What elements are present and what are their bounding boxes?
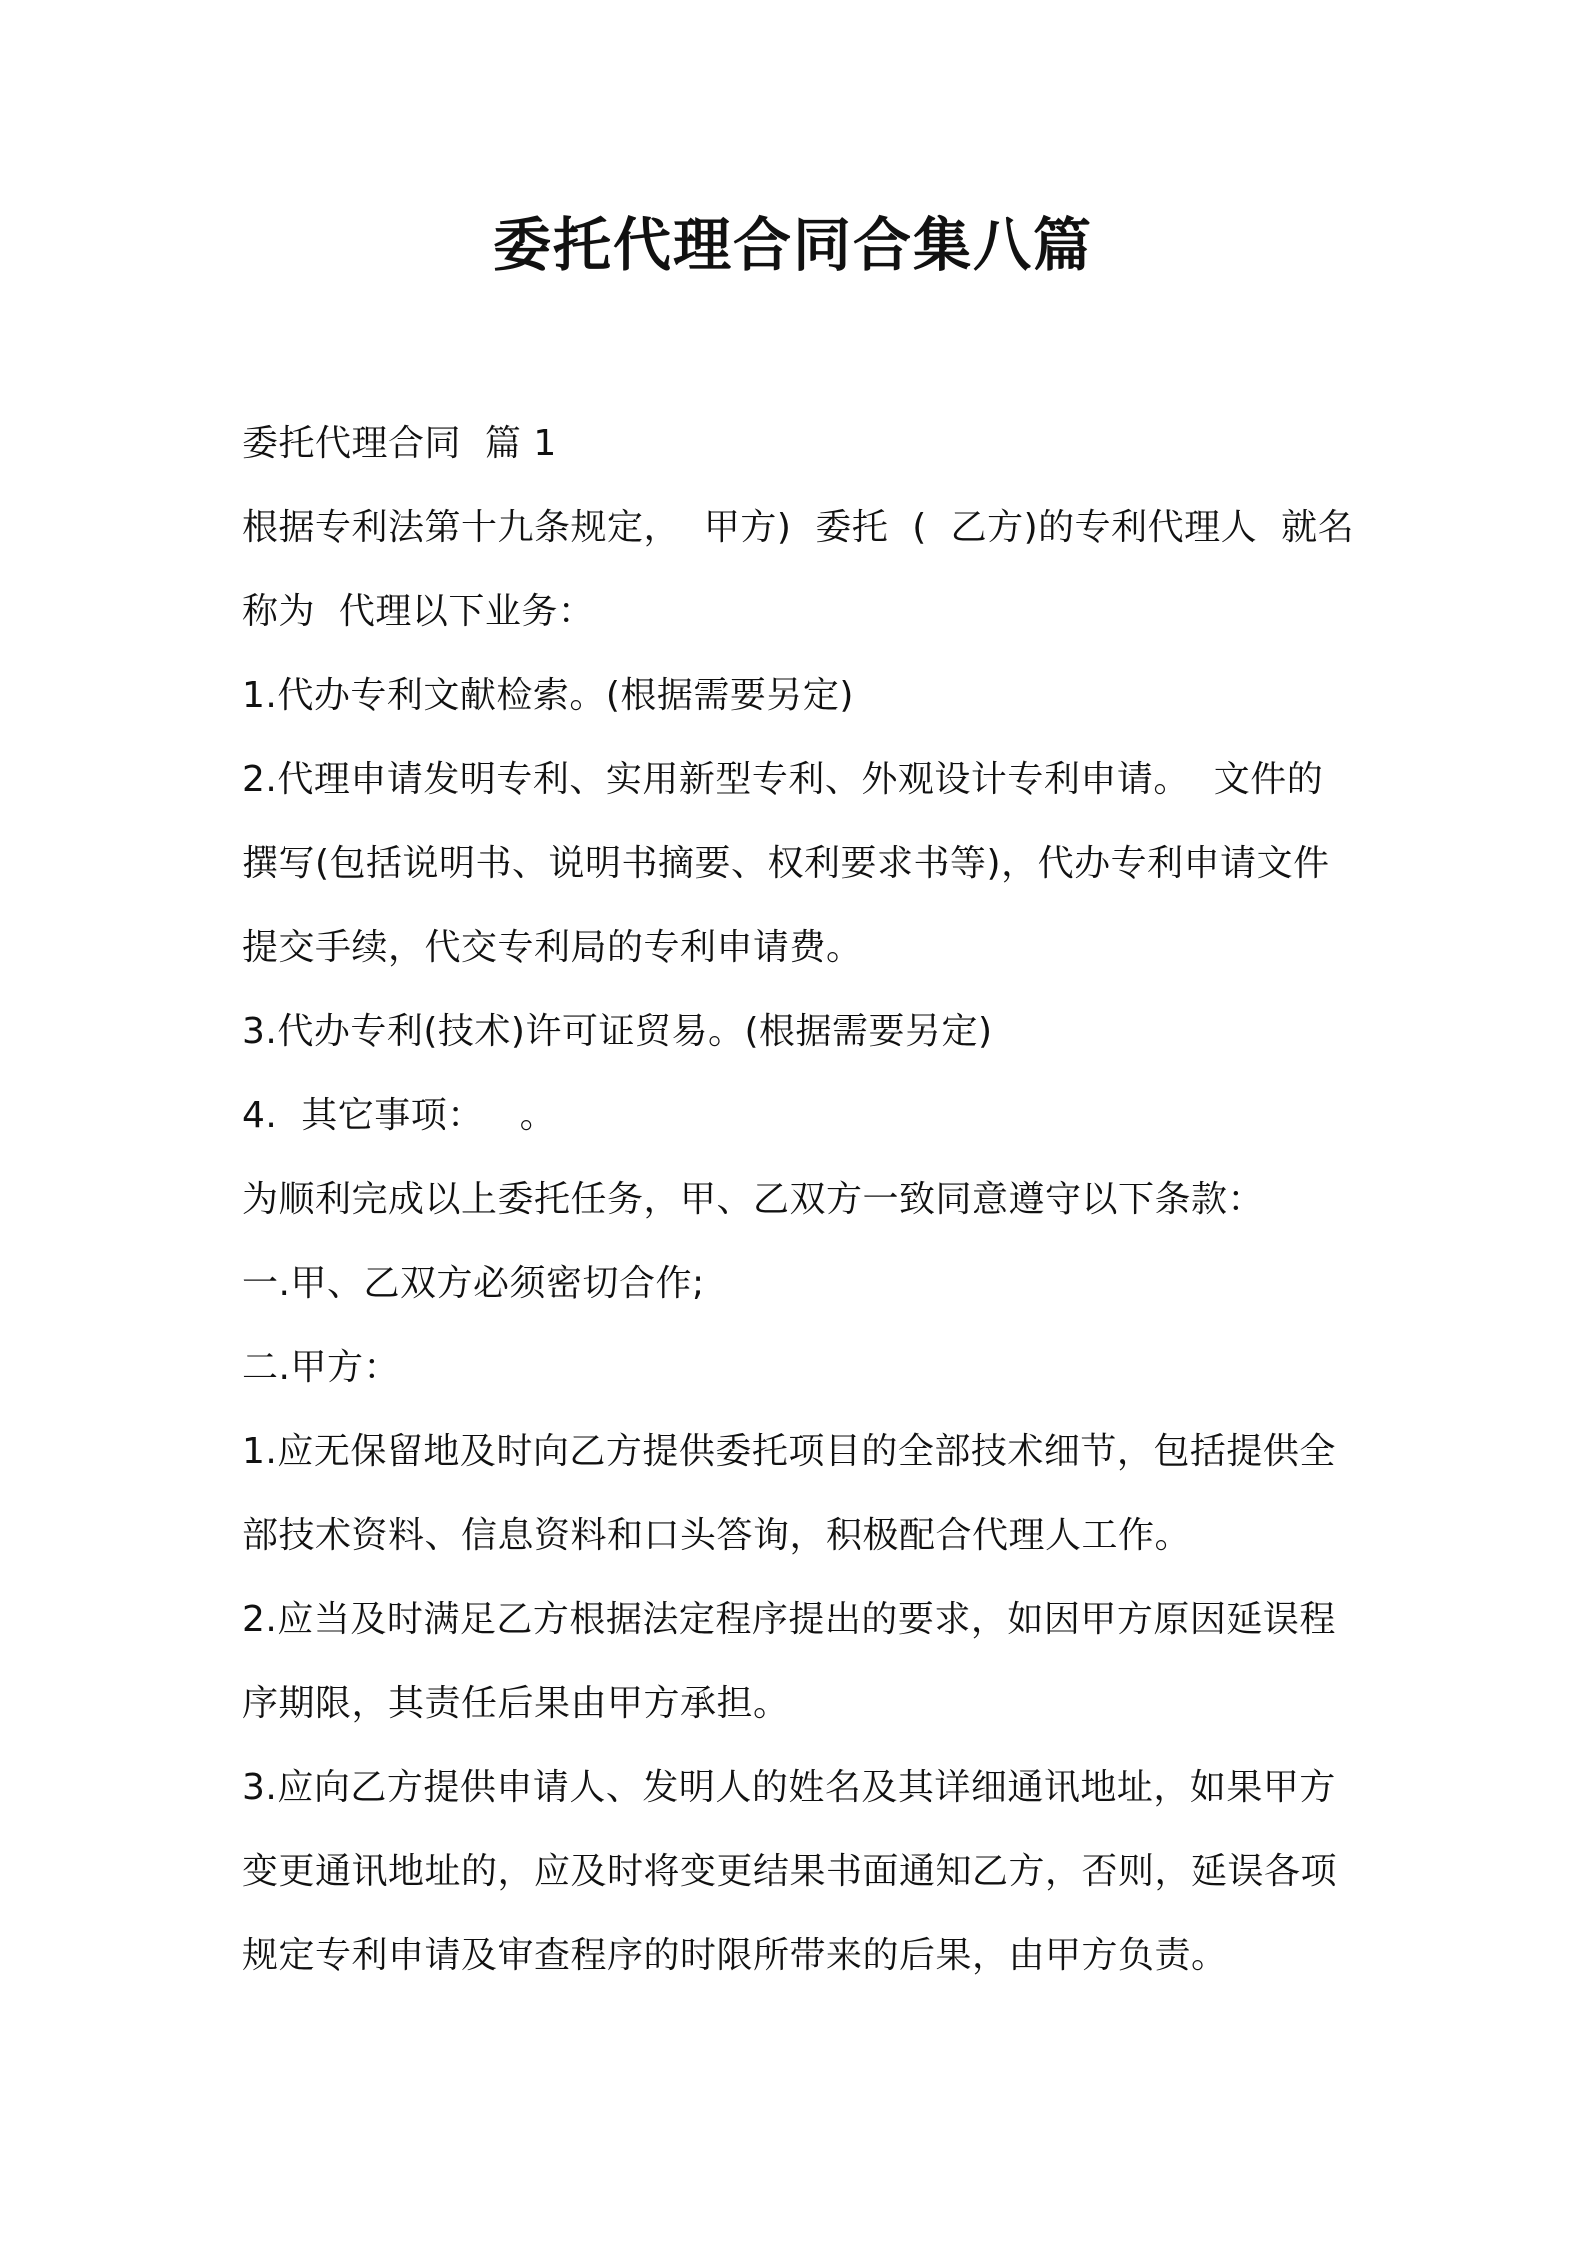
section-heading: 委托代理合同 篇 1 xyxy=(242,423,557,464)
text-line: 一.甲、乙双方必须密切合作; xyxy=(242,1263,705,1304)
text-line: 变更通讯地址的，应及时将变更结果书面通知乙方，否则，延误各项 xyxy=(242,1851,1338,1892)
text-line: 部技术资料、信息资料和口头答询，积极配合代理人工作。 xyxy=(242,1515,1192,1556)
text-line: 二.甲方： xyxy=(242,1347,400,1388)
text-line: 1.代办专利文献检索。(根据需要另定) xyxy=(242,675,854,716)
document-body xyxy=(242,402,1362,1998)
text-line: 4. 其它事项： 。 xyxy=(242,1095,557,1136)
text-line: 为顺利完成以上委托任务，甲、乙双方一致同意遵守以下条款： xyxy=(242,1179,1265,1220)
text-line: 撰写(包括说明书、说明书摘要、权利要求书等)，代办专利申请文件 xyxy=(242,843,1330,884)
text-line: 2.应当及时满足乙方根据法定程序提出的要求，如因甲方原因延误程 xyxy=(242,1599,1336,1640)
text-line: 1.应无保留地及时向乙方提供委托项目的全部技术细节，包括提供全 xyxy=(242,1431,1336,1472)
document-title: 委托代理合同合集八篇 xyxy=(492,211,1093,279)
text-line: 提交手续，代交专利局的专利申请费。 xyxy=(242,927,863,968)
text-line: 规定专利申请及审查程序的时限所带来的后果，由甲方负责。 xyxy=(242,1935,1228,1976)
text-line: 根据专利法第十九条规定， 甲方) 委托 ( 乙方)的专利代理人 就名 xyxy=(242,507,1355,548)
text-line: 称为 代理以下业务： xyxy=(242,591,595,632)
text-line: 3.应向乙方提供申请人、发明人的姓名及其详细通讯地址，如果甲方 xyxy=(242,1767,1336,1808)
text-line: 序期限，其责任后果由甲方承担。 xyxy=(242,1683,790,1724)
text-line: 2.代理申请发明专利、实用新型专利、外观设计专利申请。 文件的 xyxy=(242,759,1324,800)
text-line: 3.代办专利(技术)许可证贸易。(根据需要另定) xyxy=(242,1011,993,1052)
